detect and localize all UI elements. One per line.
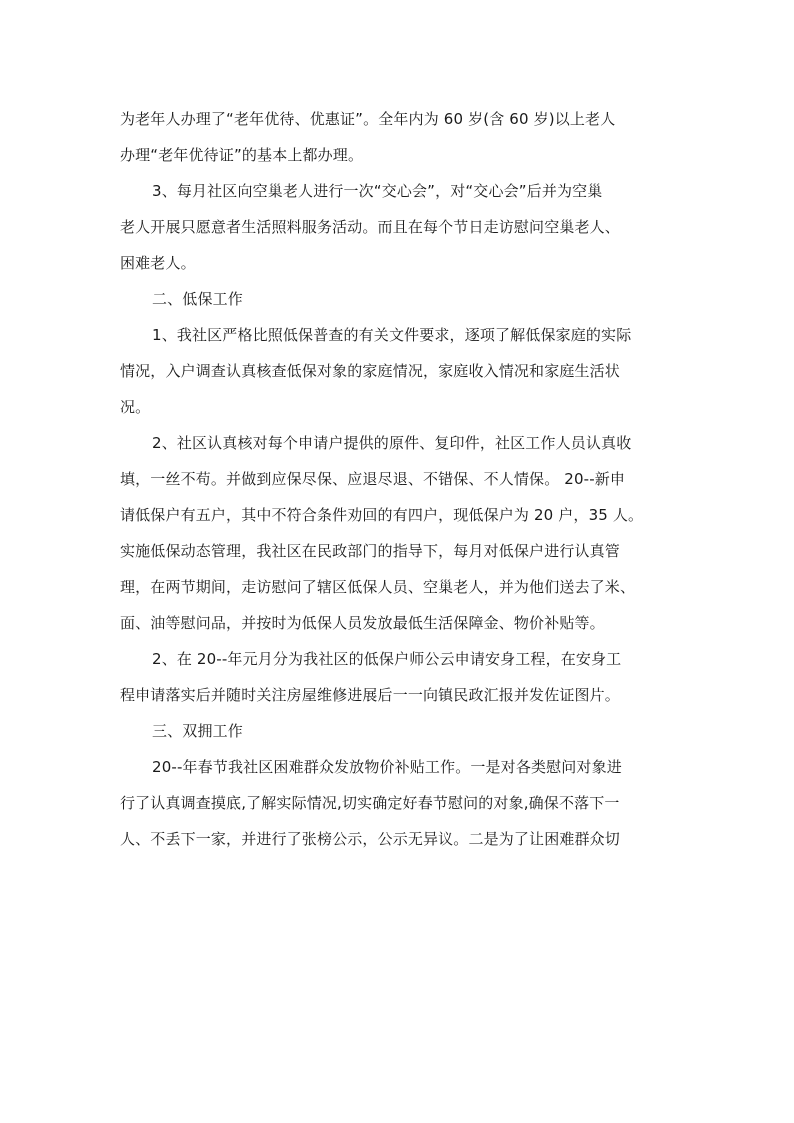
paragraph-line-3: 3、每月社区向空巢老人进行一次“交心会”，对“交心会”后并为空巢: [152, 182, 603, 200]
section-heading-dibao: 二、低保工作: [152, 290, 243, 308]
paragraph-line-17: 程申请落实后并随时关注房屋维修进展后一一向镇民政汇报并发佐证图片。: [120, 686, 620, 704]
paragraph-line-19: 20--年春节我社区困难群众发放物价补贴工作。一是对各类慰问对象进: [152, 758, 622, 776]
paragraph-line-1: 为老年人办理了“老年优待、优惠证”。全年内为 60 岁(含 60 岁)以上老人: [120, 110, 616, 128]
paragraph-line-5: 困难老人。: [120, 254, 196, 272]
paragraph-line-14: 理，在两节期间，走访慰问了辖区低保人员、空巢老人，并为他们送去了米、: [120, 578, 636, 596]
paragraph-line-16: 2、在 20--年元月分为我社区的低保户师公云申请安身工程，在安身工: [152, 650, 622, 668]
paragraph-line-2: 办理“老年优待证”的基本上都办理。: [120, 146, 364, 164]
section-heading-shuangyong: 三、双拥工作: [152, 722, 243, 740]
paragraph-line-9: 况。: [120, 398, 151, 416]
paragraph-line-4: 老人开展只愿意者生活照料服务活动。而且在每个节日走访慰问空巢老人、: [120, 218, 620, 236]
paragraph-line-10: 2、社区认真核对每个申请户提供的原件、复印件，社区工作人员认真收: [152, 434, 632, 452]
paragraph-line-11: 填，一丝不苟。并做到应保尽保、应退尽退、不错保、不人情保。 20--新申: [120, 470, 626, 488]
document-body: [120, 101, 660, 857]
paragraph-line-8: 情况，入户调查认真核查低保对象的家庭情况，家庭收入情况和家庭生活状: [120, 362, 620, 380]
paragraph-line-20: 行了认真调查摸底,了解实际情况,切实确定好春节慰问的对象,确保不落下一: [120, 794, 620, 812]
paragraph-line-7: 1、我社区严格比照低保普查的有关文件要求，逐项了解低保家庭的实际: [152, 326, 632, 344]
paragraph-line-12: 请低保户有五户，其中不符合条件劝回的有四户，现低保户为 20 户，35 人。: [120, 506, 644, 524]
paragraph-line-21: 人、不丢下一家，并进行了张榜公示，公示无异议。二是为了让困难群众切: [120, 830, 620, 848]
paragraph-line-13: 实施低保动态管理，我社区在民政部门的指导下，每月对低保户进行认真管: [120, 542, 620, 560]
paragraph-line-15: 面、油等慰问品，并按时为低保人员发放最低生活保障金、物价补贴等。: [120, 614, 605, 632]
